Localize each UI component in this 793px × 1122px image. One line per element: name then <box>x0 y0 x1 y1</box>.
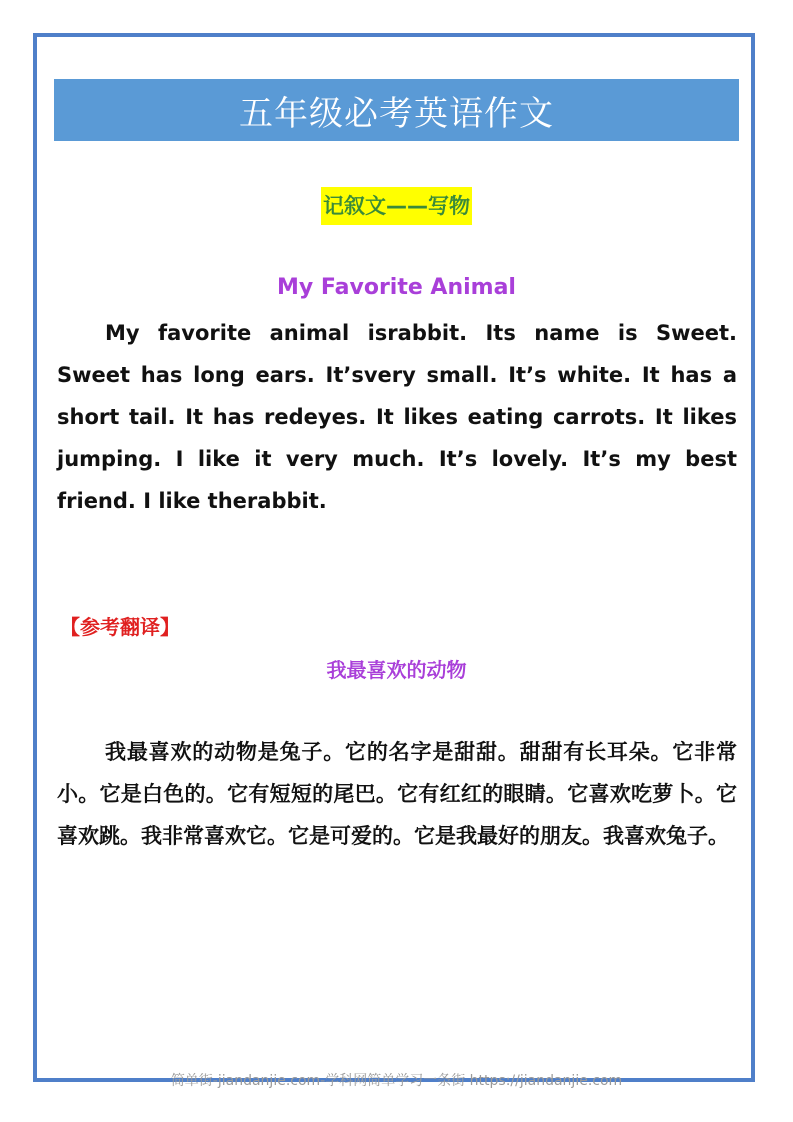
genre-label: 记叙文——写物 <box>321 187 472 225</box>
footer-watermark-text: 简单街-jiandanjie.com-学科网简单学习一条街 https://jiandanjie.com <box>170 1073 623 1089</box>
essay-body: My favorite animal israbbit. Its name is Sweet. Sweet has long ears. It’svery small. It’s white. It has a short tail. It has redeyes. It likes eating carrots. It likes jumping. I like it very much. It’s lovely. It’s my best friend. I like therabbit. <box>57 321 737 513</box>
title-banner <box>54 79 739 141</box>
document-title: 五年级必考英语作文 <box>239 93 554 134</box>
translation-title: 我最喜欢的动物 <box>326 658 467 682</box>
essay-title: My Favorite Animal <box>277 275 516 300</box>
genre-label-container <box>0 187 793 225</box>
translation-heading: 【参考翻译】 <box>60 615 180 639</box>
translation-body: 我最喜欢的动物是兔子。它的名字是甜甜。甜甜有长耳朵。它非常小。它是白色的。它有短短的尾巴。它有红红的眼睛。它喜欢吃萝卜。它喜欢跳。我非常喜欢它。它是可爱的。它是我最好的朋友。我喜欢兔子。 <box>57 740 737 848</box>
